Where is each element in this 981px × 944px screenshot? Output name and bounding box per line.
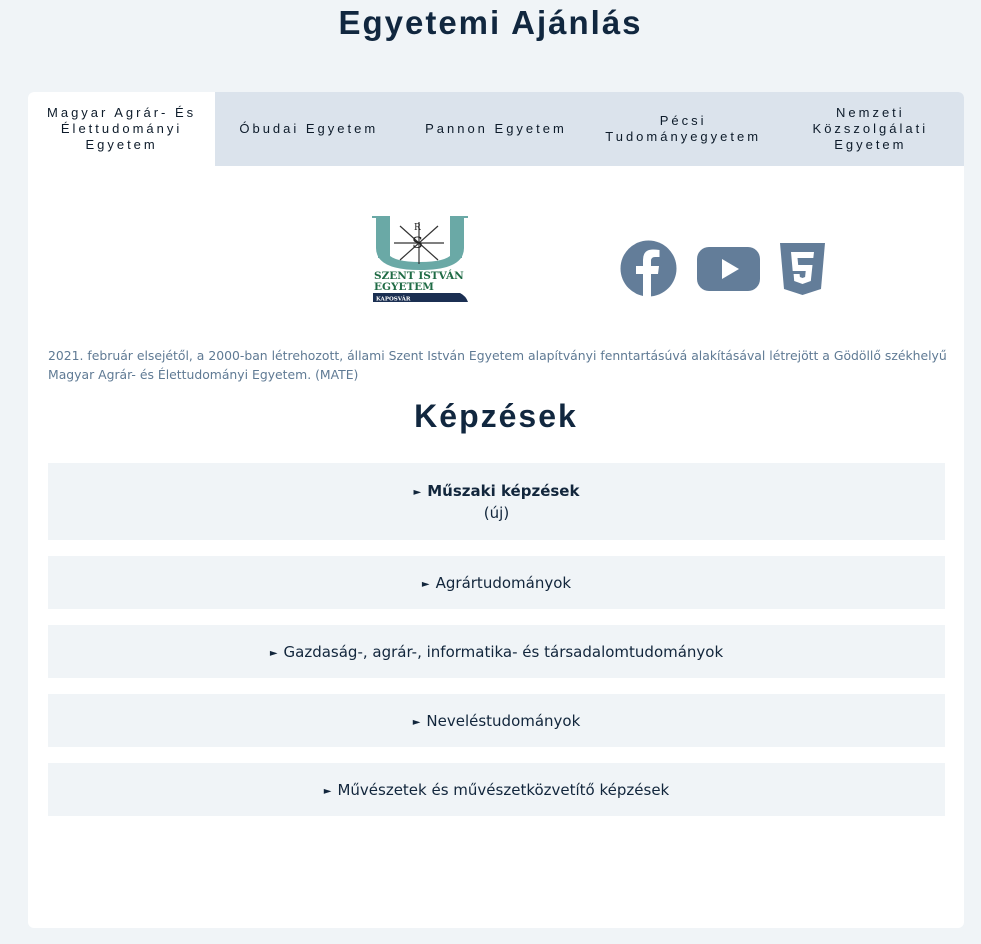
accordion-label: Művészetek és művészetközvetítő képzések <box>337 780 670 799</box>
accordion-label: Műszaki képzések <box>427 481 580 500</box>
svg-text:R: R <box>414 223 421 233</box>
tab-pannon[interactable] <box>402 92 589 166</box>
tab-label: Pécsi Tudományegyetem <box>605 113 762 144</box>
accordion-item-neveles[interactable] <box>48 694 945 747</box>
tab-pecsi[interactable] <box>590 92 777 166</box>
html5-icon[interactable] <box>780 243 825 299</box>
tab-label: Óbudai Egyetem <box>239 121 379 136</box>
svg-text:SZENT ISTVÁN: SZENT ISTVÁN <box>374 270 464 282</box>
page-title: Egyetemi Ajánlás <box>338 4 643 41</box>
caret-right-icon: ► <box>413 486 422 498</box>
youtube-icon[interactable] <box>697 246 760 296</box>
caret-right-icon: ► <box>323 785 332 797</box>
brand-row <box>28 166 964 336</box>
university-tabs <box>28 92 964 166</box>
caret-right-icon: ► <box>421 578 430 590</box>
caret-right-icon: ► <box>412 716 421 728</box>
university-card <box>28 92 964 928</box>
svg-text:EGYETEM: EGYETEM <box>374 281 434 293</box>
accordion-label: Agrártudományok <box>435 573 572 592</box>
accordion-item-agrar[interactable] <box>48 556 945 609</box>
accordion-item-muveszetek[interactable] <box>48 763 945 816</box>
accordion-label: Neveléstudományok <box>426 711 581 730</box>
section-title: Képzések <box>414 398 578 434</box>
tab-mate[interactable] <box>28 92 215 166</box>
tab-label: Nemzeti Közszolgálati Egyetem <box>812 105 929 152</box>
programs-accordion <box>48 463 945 832</box>
university-description: 2021. február elsejétől, a 2000-ban létrehozott, állami Szent István Egyetem alapítványi fenntartásúvá alakításával létrejött a Gödöllő székhelyű Magyar Agrár- és Élettudományi Egyetem. (MATE) <box>48 348 947 382</box>
social-links <box>620 240 825 301</box>
caret-right-icon: ► <box>269 647 278 659</box>
tab-label: Magyar Agrár- És Élettudományi Egyetem <box>47 105 197 152</box>
tab-nke[interactable] <box>777 92 964 166</box>
university-logo <box>370 214 470 304</box>
tab-obudai[interactable] <box>215 92 402 166</box>
new-badge: (új) <box>483 503 510 522</box>
svg-text:S: S <box>412 233 423 252</box>
accordion-label: Gazdaság-, agrár-, informatika- és társadalomtudományok <box>283 642 724 661</box>
accordion-item-muszaki[interactable] <box>48 463 945 540</box>
svg-text:KAPOSVÁR: KAPOSVÁR <box>376 296 411 303</box>
accordion-item-gazdasag[interactable] <box>48 625 945 678</box>
tab-label: Pannon Egyetem <box>425 121 567 136</box>
facebook-icon[interactable] <box>620 240 677 301</box>
